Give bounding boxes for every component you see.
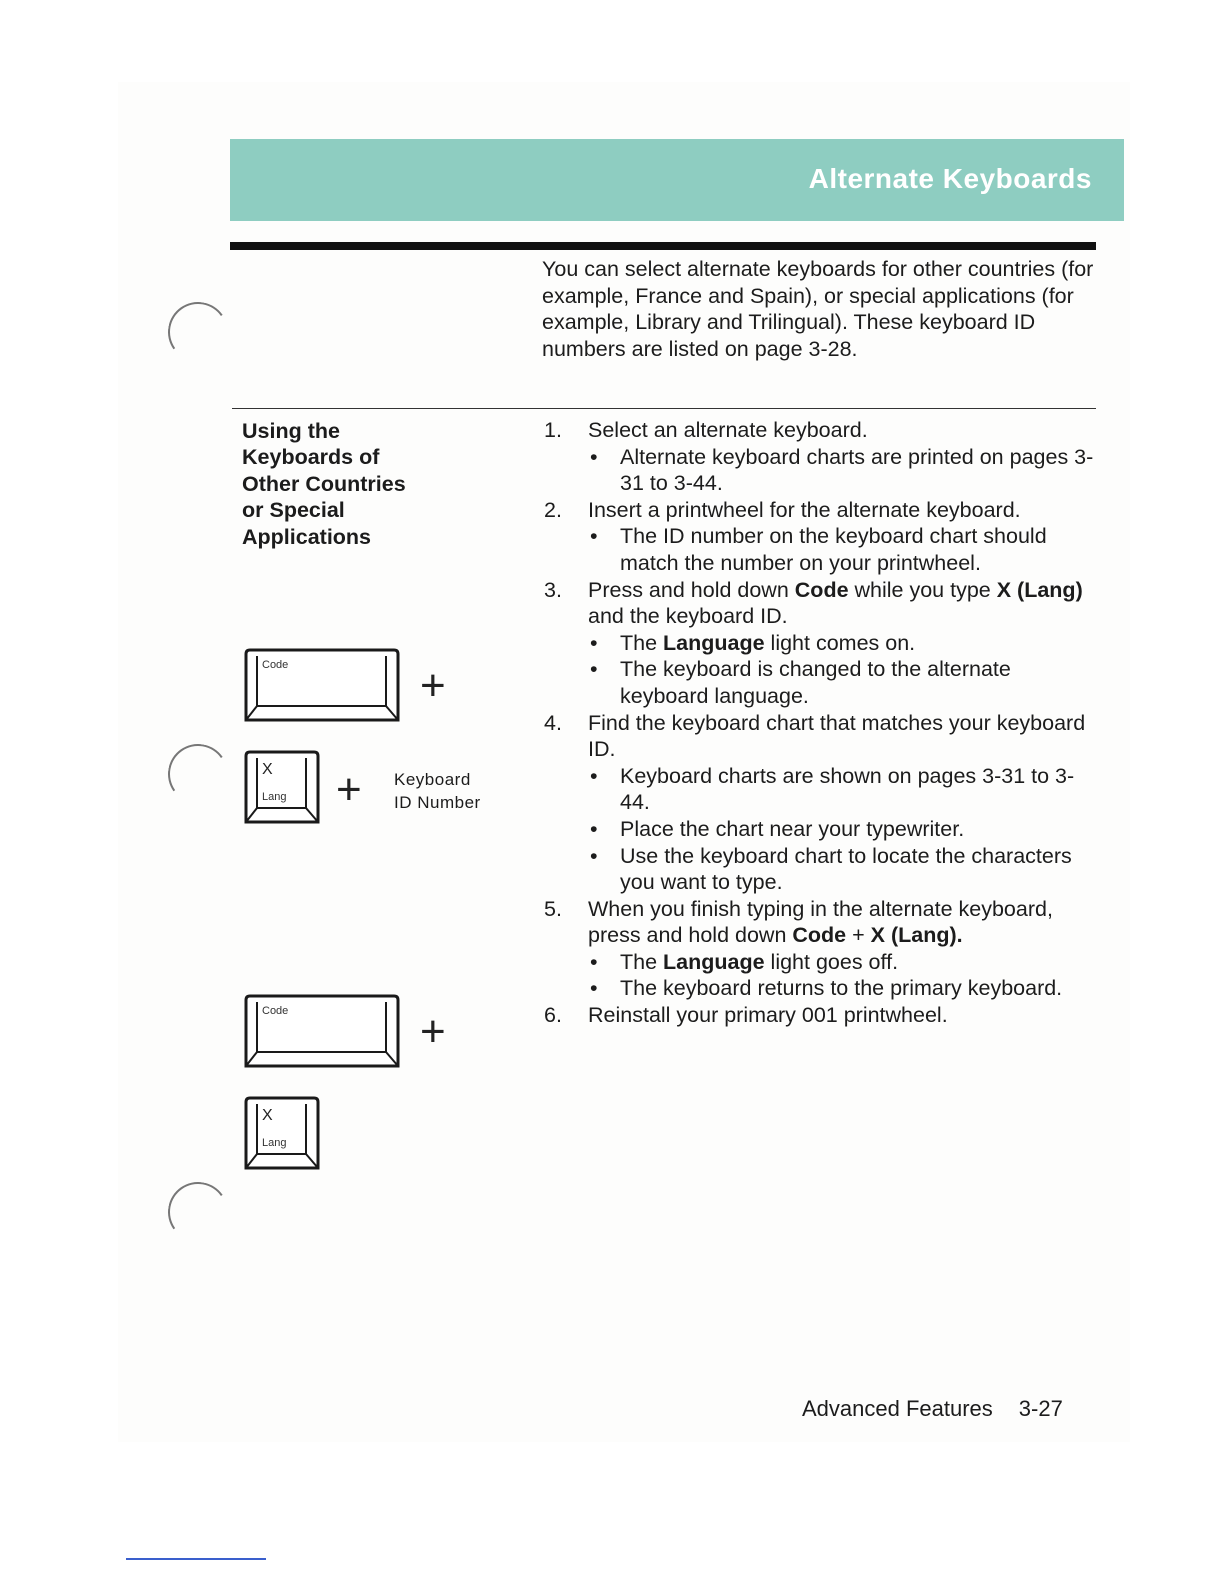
heading-line: Applications (242, 524, 372, 549)
step-text: Reinstall your primary 001 printwheel. (588, 1003, 948, 1028)
page-footer (802, 1396, 1063, 1422)
step-item (542, 896, 1102, 1002)
bullet-item: • The ID number on the keyboard chart should match the number on your printwheel. (588, 523, 1102, 576)
step-text: When you finish typing in the alternate keyboard, press and hold down Code + X (Lang). (588, 896, 1053, 948)
plus-sign: + (420, 661, 446, 710)
bullet-list (588, 523, 1102, 576)
step-text: Select an alternate keyboard. (588, 418, 868, 442)
bullet-item: • Use the keyboard chart to locate the characters you want to type. (588, 843, 1102, 896)
note-line: Keyboard (394, 770, 471, 789)
x-key-label: X (262, 761, 273, 778)
page-title: Alternate Keyboards (808, 163, 1092, 194)
keyboard-id-note (394, 768, 481, 814)
code-key-label: Code (262, 659, 289, 671)
page-number: 3-27 (1018, 1396, 1063, 1421)
step-number: 3. (544, 577, 562, 602)
bullet-item: • The keyboard is changed to the alternate keyboard language. (588, 656, 1102, 709)
heading-line: Using the (242, 419, 340, 443)
step-number: 4. (544, 710, 562, 735)
step-text: Insert a printwheel for the alternate keyboard. (588, 497, 1021, 522)
heading-line: or Special (242, 498, 345, 523)
bullet-item: • The Language light comes on. (588, 630, 1102, 657)
bullet-list (588, 630, 1102, 710)
note-line: ID Number (394, 793, 481, 812)
step-number: 2. (544, 497, 562, 522)
bullet-item: • Keyboard charts are shown on pages 3-31 to 3-44. (588, 763, 1102, 816)
bullet-item: • The keyboard returns to the primary keyboard. (588, 975, 1102, 1002)
step-text: Find the keyboard chart that matches your keyboard ID. (588, 710, 1086, 762)
footer-section: Advanced Features (802, 1396, 993, 1421)
section-divider (230, 242, 1096, 250)
bullet-list (588, 949, 1102, 1002)
bullet-list (588, 444, 1102, 497)
step-item (542, 497, 1102, 577)
step-item (542, 1002, 1102, 1029)
x-key-label: X (262, 1107, 273, 1124)
intro-paragraph: You can select alternate keyboards for other countries (for example, France and Spain), or special applications (for example, Library and Trilingual). These keyboard ID numbers are listed on page 3-28. (542, 257, 1094, 361)
bullet-item: • The Language light goes off. (588, 949, 1102, 976)
step-item (542, 577, 1102, 710)
header-banner (230, 139, 1124, 221)
bottom-edge-line (126, 1558, 266, 1560)
step-item (542, 417, 1102, 497)
step-text: Press and hold down Code while you type X (Lang) and the keyboard ID. (588, 577, 1083, 629)
lang-key-label: Lang (262, 1137, 287, 1149)
code-key-icon (242, 648, 402, 726)
code-key-icon (242, 994, 402, 1072)
divider (232, 408, 1096, 409)
step-number: 1. (544, 418, 562, 442)
plus-sign: + (420, 1007, 446, 1056)
bullet-item: • Place the chart near your typewriter. (588, 816, 1102, 843)
heading-line: Other Countries (242, 471, 406, 496)
bullet-item: • Alternate keyboard charts are printed on pages 3-31 to 3-44. (588, 444, 1102, 497)
x-lang-key-icon (242, 750, 322, 828)
x-lang-key-icon (242, 1096, 322, 1174)
heading-line: Keyboards of (242, 445, 380, 470)
section-heading (242, 418, 472, 550)
step-item (542, 710, 1102, 896)
lang-key-label: Lang (262, 791, 287, 803)
step-number: 5. (544, 896, 562, 921)
bullet-list (588, 763, 1102, 896)
plus-sign: + (336, 765, 362, 814)
steps-list (542, 417, 1102, 1029)
code-key-label: Code (262, 1005, 289, 1017)
step-number: 6. (544, 1003, 562, 1028)
